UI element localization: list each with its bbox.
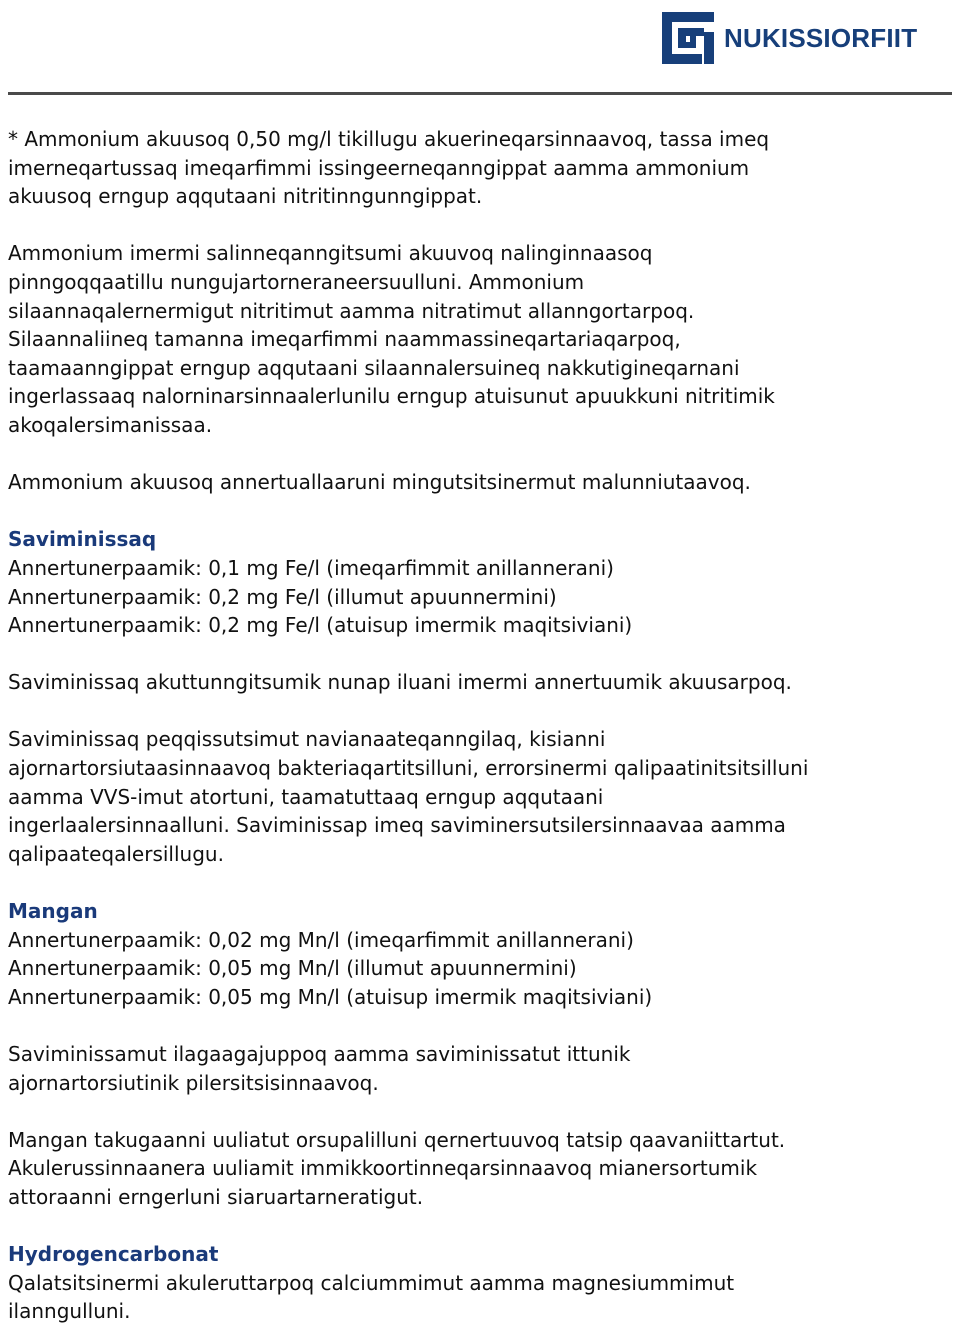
section-heading: Hydrogencarbonat [8, 1242, 219, 1267]
header-divider [8, 92, 952, 95]
paragraph: Ammonium akuusoq annertuallaaruni mingutsitsinermut malunniutaavoq. [8, 470, 751, 495]
section-ammonium [8, 125, 956, 497]
paragraph: Mangan takugaanni uuliatut orsupalilluni qernertuuvoq tatsip qaavaniittartut. Akulerussinnaanera uuliamit immikkoortinneqarsinnaavoq mianersortumik attoraanni erngerluni siaruartarneratigut. [8, 1127, 786, 1209]
limit-line: Annertunerpaamik: 0,05 mg Mn/l (atuisup imermik maqitsiviani) [8, 984, 653, 1009]
limit-line: Annertunerpaamik: 0,05 mg Mn/l (illumut apuunnermini) [8, 956, 577, 981]
limit-line: Annertunerpaamik: 0,2 mg Fe/l (atuisup imermik maqitsiviani) [8, 613, 633, 638]
paragraph: Qalatsitsinermi akuleruttarpoq calciummimut aamma magnesiummimut ilanngulluni. [8, 1270, 735, 1324]
section-heading: Mangan [8, 899, 98, 924]
paragraph: Saviminissamut ilagaagajuppoq aamma saviminissatut ittunik ajornartorsiutinik pilersitsisinnaavoq. [8, 1042, 631, 1095]
document-body [8, 125, 956, 1326]
brand-logo [658, 8, 917, 68]
page-header [0, 0, 960, 96]
paragraph: Ammonium imermi salinneqanngitsumi akuuvoq nalinginnaasoq pinngoqqaatillu nungujartorneraneersuulluni. Ammonium silaannaqalernermigut nitritimut aamma nitratimut allanngortarpoq. Silaannaliineq tamanna imeqarfimmi naammassineqartariaqarpoq, taamaanngippat erngup aqqutaani silaannalersuineq nakkutigineqarnani ingerlassaaq nalorninarsinnaalerlunilu erngup atuisunut apuukkuni nitritimik akoqalersimanissaa. [8, 241, 775, 437]
section-mangan [8, 897, 956, 1212]
section-hydrogencarbonat [8, 1240, 956, 1326]
paragraph: Saviminissaq peqqissutsimut navianaateqanngilaq, kisianni ajornartorsiutaasinnaavoq bakteriaqartitsilluni, errorsinermi qalipaatinitsitsilluni aamma VVS-imut atortuni, taamatuttaaq erngup aqqutaani ingerlaalersinnaalluni. Saviminissap imeq saviminersutsilersinnaavaa aamma qalipaateqalersillugu. [8, 727, 809, 866]
limit-line: Annertunerpaamik: 0,1 mg Fe/l (imeqarfimmit anillannerani) [8, 555, 614, 580]
paragraph: * Ammonium akuusoq 0,50 mg/l tikillugu akuerineqarsinnaavoq, tassa imeq imerneqartussaq imeqarfimmi issingeerneqanngippat aamma ammonium akuusoq erngup aqqutaani nitritinngunngippat. [8, 127, 770, 209]
nukissiorfiit-logo-icon [658, 8, 718, 68]
paragraph: Saviminissaq akuttunngitsumik nunap iluani imermi annertuumik akuusarpoq. [8, 670, 792, 695]
section-heading: Saviminissaq [8, 527, 157, 552]
brand-name: NUKISSIORFIIT [724, 22, 918, 53]
limit-line: Annertunerpaamik: 0,2 mg Fe/l (illumut apuunnermini) [8, 584, 557, 609]
section-saviminissaq [8, 525, 956, 868]
limit-line: Annertunerpaamik: 0,02 mg Mn/l (imeqarfimmit anillannerani) [8, 927, 634, 952]
